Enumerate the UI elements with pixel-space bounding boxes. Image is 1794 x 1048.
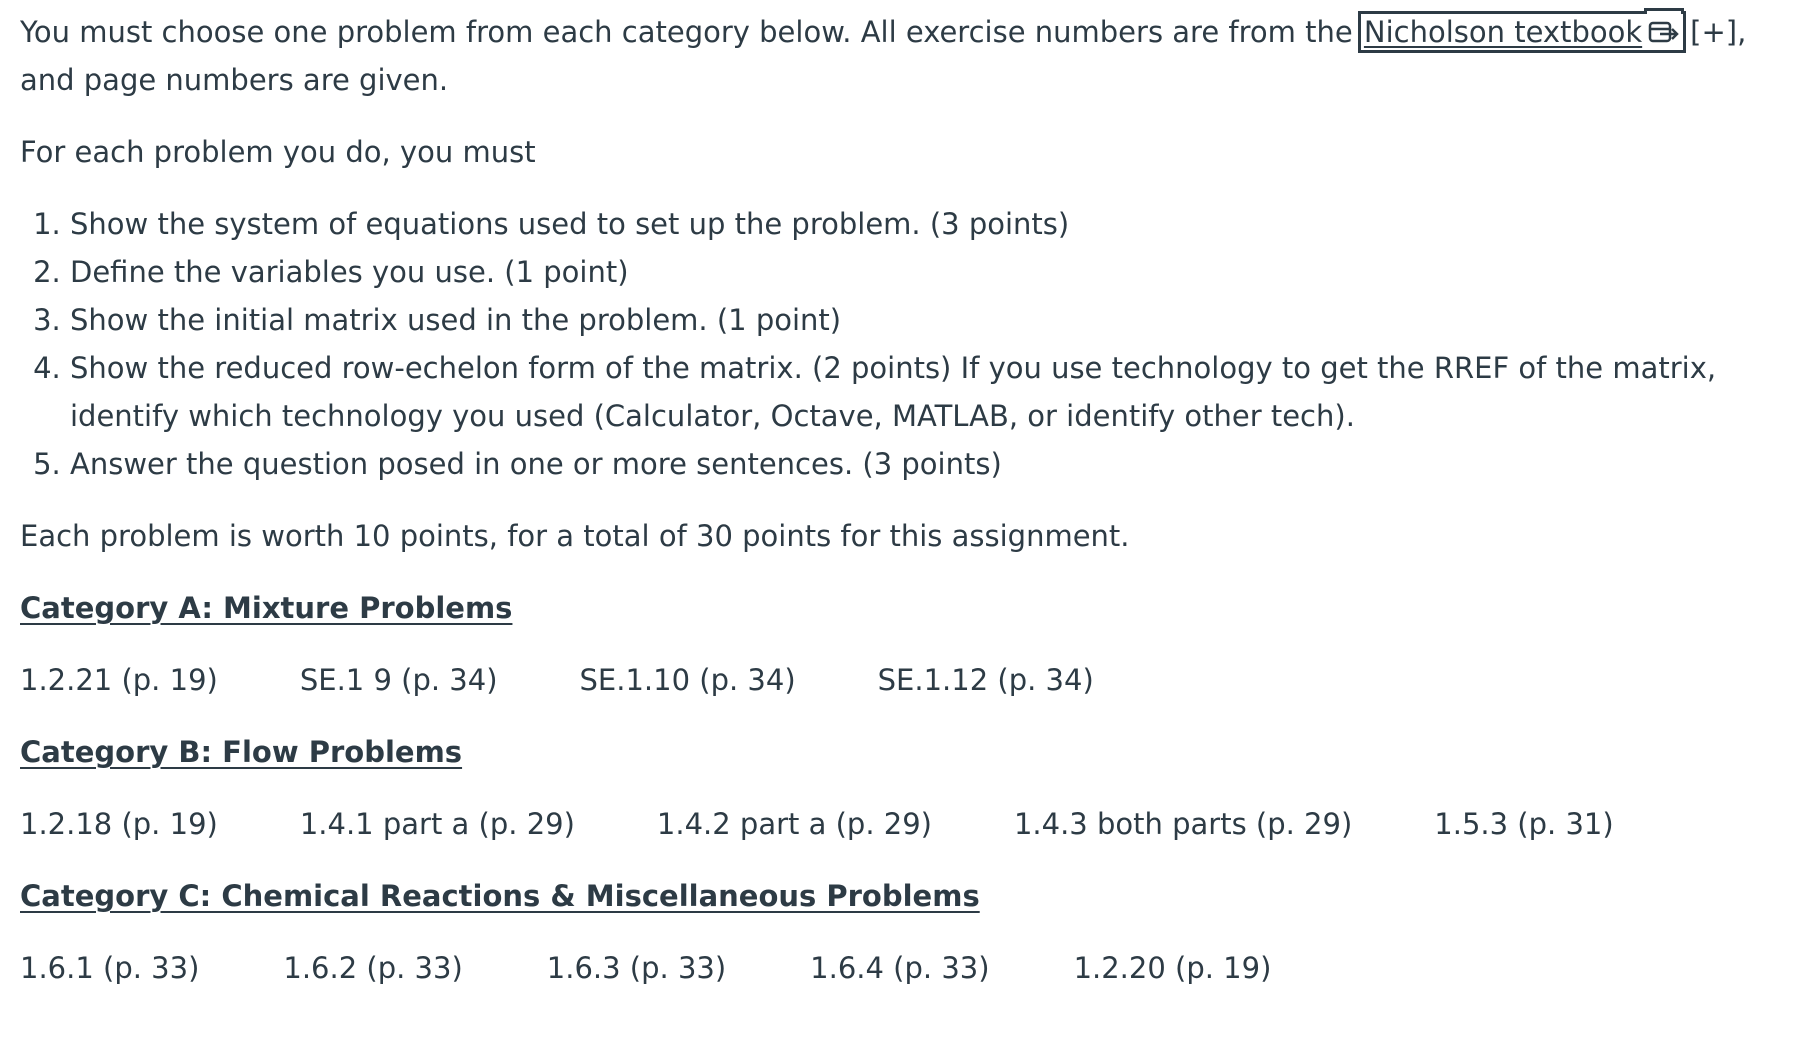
problem-item: 1.2.18 (p. 19): [20, 807, 218, 841]
expand-link-button[interactable]: [+]: [1690, 15, 1738, 49]
instruction-step: 2. Define the variables you use. (1 point): [70, 248, 1760, 296]
problem-item: 1.6.3 (p. 33): [546, 951, 727, 985]
problem-item: 1.5.3 (p. 31): [1434, 807, 1614, 841]
intro-line-1: [20, 8, 1760, 56]
instructions-lead: For each problem you do, you must: [20, 135, 536, 169]
category-b-heading: Category B: Flow Problems: [20, 735, 463, 769]
category-a-problems: [20, 656, 1760, 704]
category-a-heading: Category A: Mixture Problems: [20, 591, 513, 625]
problem-item: SE.1.10 (p. 34): [579, 663, 796, 697]
instructions-list: [20, 200, 1760, 488]
problem-item: 1.6.2 (p. 33): [283, 951, 463, 985]
intro-paragraph: [20, 8, 1760, 104]
category-b-problems: [20, 800, 1760, 848]
category-c-problems: [20, 944, 1760, 992]
external-link-icon: [1648, 12, 1680, 40]
instruction-step: 1. Show the system of equations used to set up the problem. (3 points): [70, 200, 1760, 248]
textbook-link-label: Nicholson textbook: [1363, 15, 1643, 49]
problem-item: 1.4.1 part a (p. 29): [299, 807, 575, 841]
intro-text-after: ,: [1737, 15, 1747, 49]
points-total: Each problem is worth 10 points, for a total of 30 points for this assignment.: [20, 519, 1130, 553]
intro-text-before: You must choose one problem from each category below. All exercise numbers are from the: [20, 15, 1362, 49]
problem-item: SE.1 9 (p. 34): [299, 663, 498, 697]
instruction-step: 5. Answer the question posed in one or more sentences. (3 points): [70, 440, 1760, 488]
instruction-step: 3. Show the initial matrix used in the problem. (1 point): [70, 296, 1760, 344]
intro-line-2: and page numbers are given.: [20, 63, 449, 97]
problem-item: 1.4.2 part a (p. 29): [656, 807, 932, 841]
problem-item: SE.1.12 (p. 34): [877, 663, 1094, 697]
category-c-heading: Category C: Chemical Reactions & Miscellaneous Problems: [20, 879, 980, 913]
problem-item: 1.4.3 both parts (p. 29): [1013, 807, 1353, 841]
problem-item: 1.2.21 (p. 19): [20, 663, 218, 697]
nicholson-textbook-link[interactable]: [1362, 15, 1682, 49]
problem-item: 1.6.4 (p. 33): [810, 951, 990, 985]
instruction-step: 4. Show the reduced row-echelon form of the matrix. (2 points) If you use technology to get the RREF of the matrix, identify which technology you used (Calculator, Octave, MATLAB, or identify other tech).: [70, 344, 1760, 440]
problem-item: 1.2.20 (p. 19): [1073, 951, 1272, 985]
problem-item: 1.6.1 (p. 33): [20, 951, 200, 985]
